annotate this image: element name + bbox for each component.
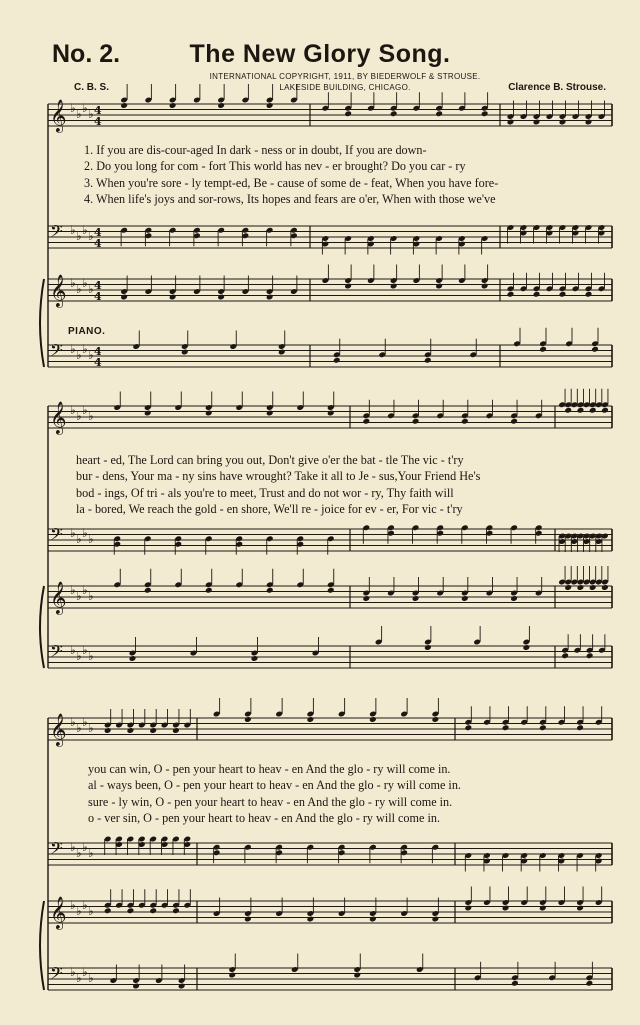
verse-3-line [84, 176, 498, 191]
flat-sign-icon: ♭ [76, 409, 82, 423]
note-head [577, 407, 585, 414]
note-head [344, 110, 352, 117]
note-head [464, 905, 472, 912]
note-head [251, 655, 259, 662]
flat-sign-icon: ♭ [88, 348, 94, 362]
flat-sign-icon: ♭ [70, 840, 76, 854]
brace [40, 279, 44, 367]
bass-clef-icon: 𝄢 [50, 838, 63, 862]
note-head [120, 294, 128, 301]
note-head [464, 724, 472, 731]
note-head [591, 346, 599, 353]
note-head [333, 357, 341, 364]
note-head [181, 349, 189, 356]
flat-sign-icon: ♭ [76, 721, 82, 735]
verse-2-line: al - ways been, O - pen your heart to heav - en And the glo - ry will come in. [88, 778, 461, 792]
verse-text: When you're sore - ly tempt-ed, Be - cause of some de - feat, When you have fore- [95, 176, 499, 190]
note-head [390, 283, 398, 290]
composer-credit: Clarence B. Strouse. [508, 82, 606, 93]
flat-sign-icon: ♭ [76, 532, 82, 546]
time-signature-bottom: 4 [94, 115, 102, 128]
publisher-address: LAKESIDE BUILDING, CHICAGO. [279, 83, 411, 92]
note-head [412, 418, 420, 425]
treble-clef-icon: 𝄞 [50, 274, 67, 307]
note-head [424, 357, 432, 364]
note-head [369, 916, 377, 923]
verse-1-line [84, 143, 427, 158]
flat-sign-icon: ♭ [70, 276, 76, 290]
time-signature-top: 4 [94, 226, 102, 239]
note-head [228, 972, 236, 979]
verse-3-line: bod - ings, Of tri - als you're to meet, Trust and do not wor - ry, Thy faith will [76, 486, 454, 500]
note-head [266, 410, 274, 417]
note-head [149, 907, 157, 914]
note-head [327, 587, 335, 594]
verse-4-line [84, 192, 496, 207]
verse-number: 4. [84, 192, 94, 206]
note-head [127, 727, 135, 734]
flat-sign-icon: ♭ [70, 583, 76, 597]
note-head [586, 980, 594, 987]
note-head [435, 283, 443, 290]
flat-sign-icon: ♭ [82, 643, 88, 657]
note-head [266, 294, 274, 301]
note-head [533, 119, 541, 126]
time-signature-bottom: 4 [94, 290, 102, 303]
note-head [390, 110, 398, 117]
note-head [564, 407, 572, 414]
note-head [353, 972, 361, 979]
verse-number: 1. [84, 143, 94, 157]
lyricist-credit: C. B. S. [74, 82, 110, 93]
time-signature-top: 4 [94, 345, 102, 358]
flat-sign-icon: ♭ [82, 276, 88, 290]
note-head [132, 983, 140, 990]
verse-text: If you are dis-cour-aged In dark - ness or in doubt, If you are down- [96, 143, 427, 157]
flat-sign-icon: ♭ [70, 898, 76, 912]
note-head [481, 110, 489, 117]
note-head [266, 102, 274, 109]
note-head [244, 916, 252, 923]
flat-sign-icon: ♭ [82, 583, 88, 597]
verse-3-line: sure - ly win, O - pen your heart to heav - en And the glo - ry will come in. [88, 795, 453, 809]
note-head [559, 119, 567, 126]
note-head [144, 587, 152, 594]
note-head [169, 294, 177, 301]
verse-2-line [84, 159, 466, 174]
flat-sign-icon: ♭ [76, 971, 82, 985]
note-head [178, 983, 186, 990]
note-head [172, 907, 180, 914]
note-head [217, 294, 225, 301]
flat-sign-icon: ♭ [70, 101, 76, 115]
flat-sign-icon: ♭ [82, 342, 88, 356]
note-head [104, 907, 112, 914]
verse-1-line: heart - ed, The Lord can bring you out, Don't give o'er the bat - tle The vic - t'ry [76, 453, 464, 467]
note-head [205, 410, 213, 417]
note-head [564, 584, 572, 591]
time-signature-bottom: 4 [94, 356, 102, 369]
note-head [278, 349, 286, 356]
note-head [412, 595, 420, 602]
flat-sign-icon: ♭ [82, 840, 88, 854]
verse-4-line: o - ver sin, O - pen your heart to heav - en And the glo - ry will come in. [88, 811, 440, 825]
note-head [205, 587, 213, 594]
note-head [149, 727, 157, 734]
note-head [307, 916, 315, 923]
note-head [424, 644, 432, 651]
note-head [523, 644, 531, 651]
note-head [601, 584, 609, 591]
flat-sign-icon: ♭ [70, 223, 76, 237]
flat-sign-icon: ♭ [76, 282, 82, 296]
note-head [510, 418, 518, 425]
note-head [601, 407, 609, 414]
piano-label: PIANO. [68, 326, 106, 337]
note-head [585, 119, 593, 126]
note-head [344, 283, 352, 290]
note-head [481, 283, 489, 290]
flat-sign-icon: ♭ [76, 348, 82, 362]
flat-sign-icon: ♭ [82, 898, 88, 912]
flat-sign-icon: ♭ [82, 715, 88, 729]
bass-clef-icon: 𝄢 [50, 524, 63, 548]
time-signature-top: 4 [94, 279, 102, 292]
note-head [129, 655, 137, 662]
note-head [576, 905, 584, 912]
note-head [576, 724, 584, 731]
flat-sign-icon: ♭ [88, 409, 94, 423]
time-signature-bottom: 4 [94, 237, 102, 250]
note-head [362, 418, 370, 425]
note-head [589, 407, 597, 414]
note-head [362, 595, 370, 602]
note-head [539, 346, 547, 353]
flat-sign-icon: ♭ [82, 965, 88, 979]
note-head [511, 980, 519, 987]
hymn-number: No. 2. [52, 40, 121, 68]
note-head [533, 291, 541, 298]
note-head [307, 716, 315, 723]
note-head [585, 291, 593, 298]
flat-sign-icon: ♭ [70, 643, 76, 657]
treble-clef-icon: 𝄞 [50, 99, 67, 132]
hymn-title: The New Glory Song. [189, 40, 451, 68]
flat-sign-icon: ♭ [88, 107, 94, 121]
flat-sign-icon: ♭ [88, 904, 94, 918]
note-head [561, 652, 569, 659]
flat-sign-icon: ♭ [88, 721, 94, 735]
note-head [172, 727, 180, 734]
note-head [327, 410, 335, 417]
flat-sign-icon: ♭ [88, 971, 94, 985]
flat-sign-icon: ♭ [88, 282, 94, 296]
flat-sign-icon: ♭ [82, 101, 88, 115]
copyright-line: INTERNATIONAL COPYRIGHT, 1911, BY BIEDERWOLF & STROUSE. [209, 72, 481, 81]
note-head [144, 410, 152, 417]
flat-sign-icon: ♭ [76, 846, 82, 860]
flat-sign-icon: ♭ [76, 649, 82, 663]
note-head [127, 907, 135, 914]
note-head [502, 724, 510, 731]
flat-sign-icon: ♭ [88, 589, 94, 603]
treble-clef-icon: 𝄞 [50, 581, 67, 614]
verse-1-line: you can win, O - pen your heart to heav - en And the glo - ry will come in. [88, 762, 451, 776]
bass-clef-icon: 𝄢 [50, 340, 63, 364]
treble-clef-icon: 𝄞 [50, 401, 67, 434]
bass-clef-icon: 𝄢 [50, 641, 63, 665]
note-head [539, 724, 547, 731]
treble-clef-icon: 𝄞 [50, 713, 67, 746]
flat-sign-icon: ♭ [70, 526, 76, 540]
verse-text: When life's joys and sor-rows, Its hopes and fears are o'er, When with those we've [95, 192, 496, 206]
flat-sign-icon: ♭ [76, 589, 82, 603]
flat-sign-icon: ♭ [76, 229, 82, 243]
note-head [510, 595, 518, 602]
note-head [539, 905, 547, 912]
bass-clef-icon: 𝄢 [50, 963, 63, 987]
verse-4-line: la - bored, We reach the gold - en shore, We'll re - joice for ev - er, For vic - t'ry [76, 502, 463, 516]
note-head [244, 716, 252, 723]
note-head [461, 418, 469, 425]
flat-sign-icon: ♭ [70, 403, 76, 417]
note-head [369, 716, 377, 723]
note-head [502, 905, 510, 912]
note-head [432, 716, 440, 723]
verse-number: 2. [84, 159, 94, 173]
treble-clef-icon: 𝄞 [50, 896, 67, 929]
note-head [435, 110, 443, 117]
note-head [461, 595, 469, 602]
verse-number: 3. [84, 176, 94, 190]
note-head [266, 587, 274, 594]
note-head [589, 584, 597, 591]
flat-sign-icon: ♭ [88, 532, 94, 546]
verse-2-line: bur - dens, Your ma - ny sins have wrought? Take it all to Je - sus,Your Friend He's [76, 469, 481, 483]
bass-clef-icon: 𝄢 [50, 221, 63, 245]
flat-sign-icon: ♭ [70, 965, 76, 979]
brace [40, 901, 44, 990]
flat-sign-icon: ♭ [76, 904, 82, 918]
note-head [507, 119, 515, 126]
flat-sign-icon: ♭ [82, 403, 88, 417]
flat-sign-icon: ♭ [82, 223, 88, 237]
note-head [507, 291, 515, 298]
flat-sign-icon: ♭ [88, 229, 94, 243]
flat-sign-icon: ♭ [70, 342, 76, 356]
verse-text: Do you long for com - fort This world has nev - er brought? Do you car - ry [96, 159, 466, 173]
note-head [432, 916, 440, 923]
note-head [586, 652, 594, 659]
brace [40, 586, 44, 668]
note-head [120, 102, 128, 109]
note-head [169, 102, 177, 109]
flat-sign-icon: ♭ [70, 715, 76, 729]
flat-sign-icon: ♭ [88, 649, 94, 663]
time-signature-top: 4 [94, 104, 102, 117]
flat-sign-icon: ♭ [88, 846, 94, 860]
flat-sign-icon: ♭ [82, 526, 88, 540]
flat-sign-icon: ♭ [76, 107, 82, 121]
note-head [559, 291, 567, 298]
note-head [217, 102, 225, 109]
note-head [577, 584, 585, 591]
note-head [104, 727, 112, 734]
